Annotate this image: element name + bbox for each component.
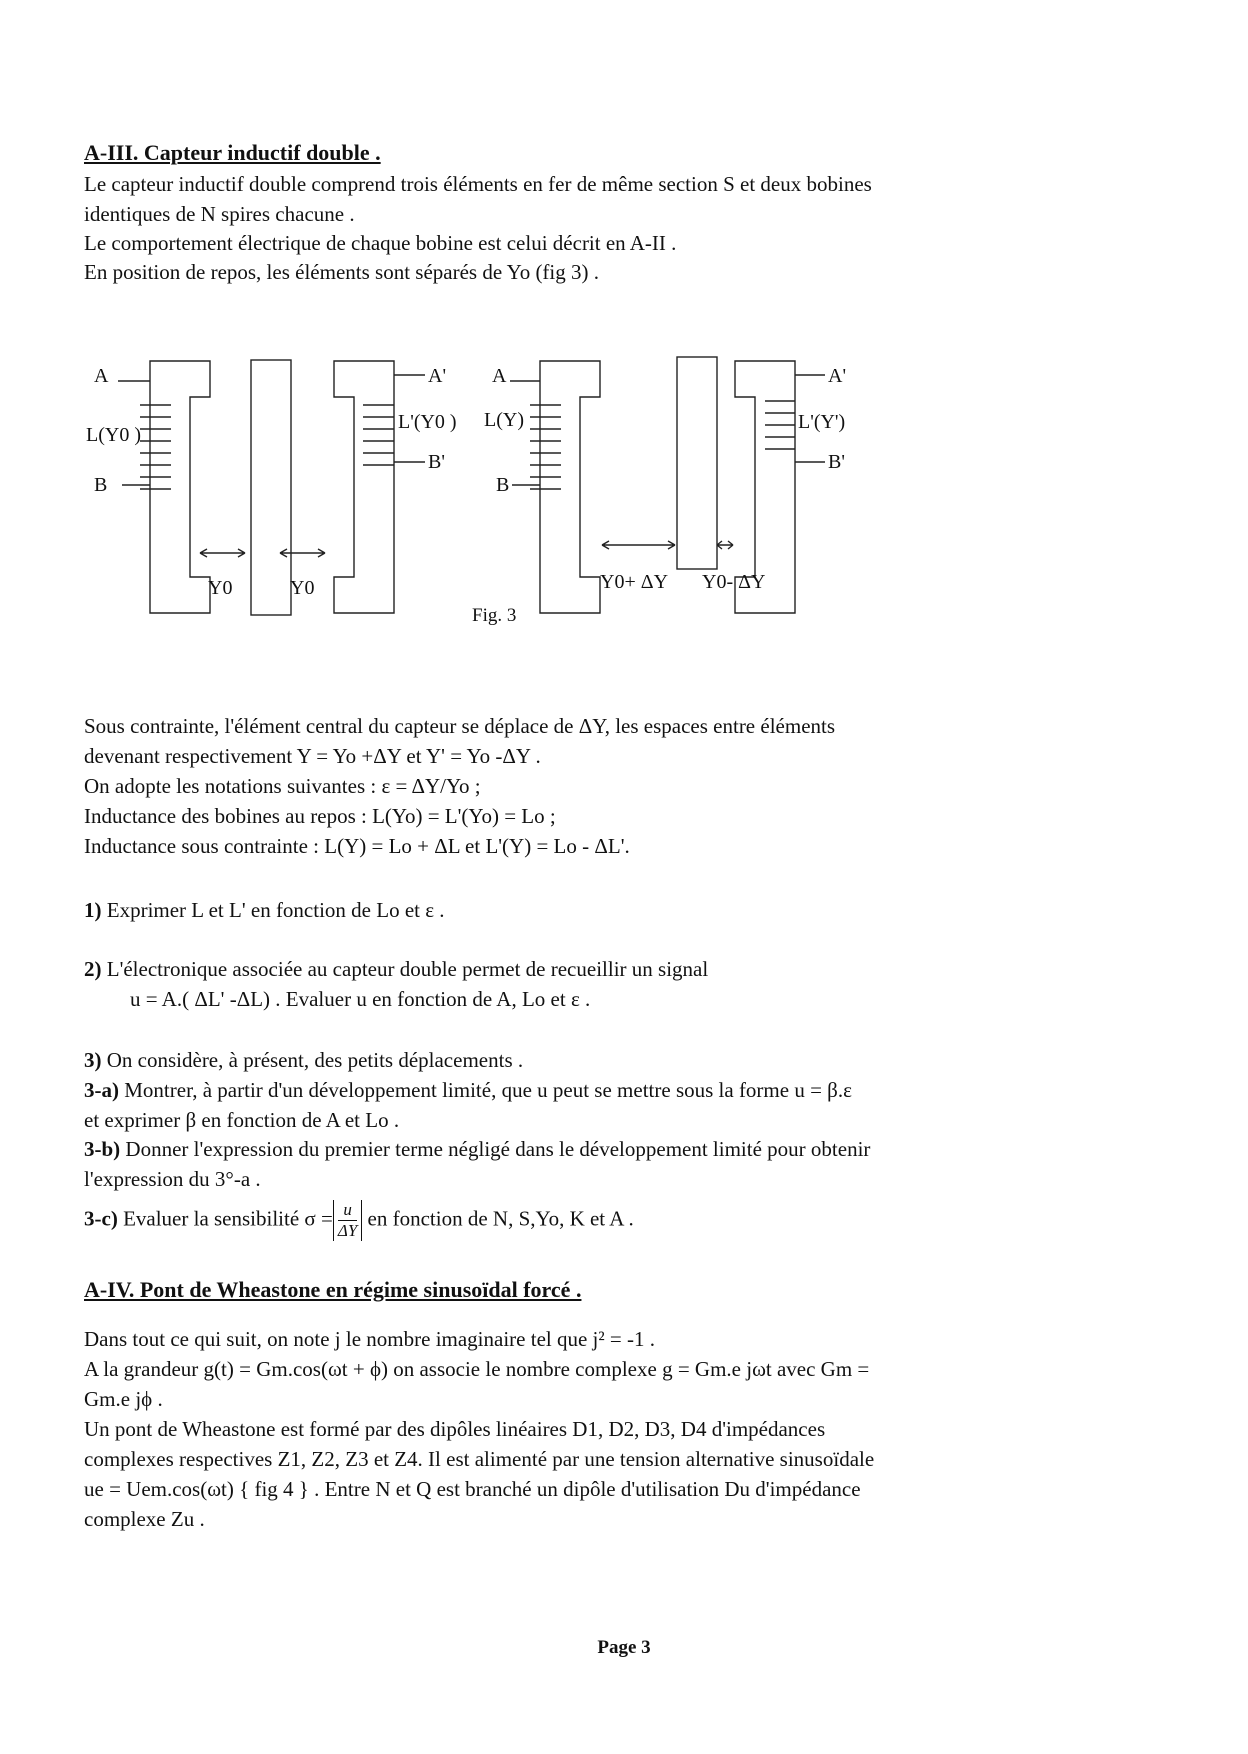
figure-caption: Fig. 3 bbox=[472, 605, 517, 626]
paragraph-line: Le capteur inductif double comprend trois éléments en fer de même section S et deux bobines bbox=[84, 172, 872, 196]
question-3c bbox=[84, 1200, 634, 1241]
question-number: 1) bbox=[84, 898, 102, 922]
paragraph-line: Inductance des bobines au repos : L(Yo) = L'(Yo) = Lo ; bbox=[84, 804, 556, 828]
question-text: L'électronique associée au capteur double permet de recueillir un signal bbox=[101, 957, 709, 981]
label-a-prime: A' bbox=[428, 365, 447, 387]
paragraph-line: ue = Uem.cos(ωt) { fig 4 } . Entre N et Q est branché un dipôle d'utilisation Du d'impédance bbox=[84, 1477, 861, 1501]
question-number: 2) bbox=[84, 957, 102, 981]
label-b: B bbox=[94, 474, 108, 496]
question-text: Evaluer la sensibilité σ = bbox=[117, 1206, 333, 1231]
paragraph-line: devenant respectivement Y = Yo +ΔY et Y' = Yo -ΔY . bbox=[84, 744, 541, 768]
coil-label-left: L(Y0 ) bbox=[86, 424, 141, 446]
question-text: Montrer, à partir d'un développement limité, que u peut se mettre sous la forme u = β.ε bbox=[119, 1078, 852, 1102]
label-b-prime: B' bbox=[828, 451, 845, 473]
paragraph-line: On adopte les notations suivantes : ε = ΔY/Yo ; bbox=[84, 774, 481, 798]
paragraph-line: Inductance sous contrainte : L(Y) = Lo + ΔL et L'(Y) = Lo - ΔL'. bbox=[84, 834, 630, 858]
left-core-center-element bbox=[251, 360, 291, 615]
right-core-center-element bbox=[677, 357, 717, 569]
paragraph-line: Gm.e jϕ . bbox=[84, 1387, 163, 1411]
sensitivity-fraction bbox=[333, 1200, 362, 1241]
section-heading-a3: A-III. Capteur inductif double . bbox=[84, 140, 381, 165]
paragraph-line: identiques de N spires chacune . bbox=[84, 202, 355, 226]
paragraph-line: Un pont de Wheastone est formé par des dipôles linéaires D1, D2, D3, D4 d'impédances bbox=[84, 1417, 826, 1441]
paragraph-line: Le comportement électrique de chaque bobine est celui décrit en A-II . bbox=[84, 231, 677, 255]
figure-3 bbox=[80, 345, 980, 695]
coil-label-left: L(Y) bbox=[484, 409, 524, 431]
question-text: On considère, à présent, des petits déplacements . bbox=[101, 1048, 524, 1072]
question-2-formula: u = A.( ΔL' -ΔL) . Evaluer u en fonction de A, Lo et ε . bbox=[130, 987, 591, 1011]
page-number: Page 3 bbox=[597, 1637, 651, 1658]
gap-label: Y0 bbox=[208, 577, 233, 599]
question-text: en fonction de N, S,Yo, K et A . bbox=[362, 1206, 634, 1231]
label-b: B bbox=[496, 474, 510, 496]
coil-label-right: L'(Y0 ) bbox=[398, 411, 457, 433]
question-number: 3) bbox=[84, 1048, 102, 1072]
label-a: A bbox=[94, 365, 109, 387]
left-core-left-element bbox=[150, 361, 210, 613]
question-3b-cont: l'expression du 3°-a . bbox=[84, 1167, 261, 1191]
paragraph-line: A la grandeur g(t) = Gm.cos(ωt + ϕ) on associe le nombre complexe g = Gm.e jωt avec Gm = bbox=[84, 1357, 870, 1381]
gap-label: Y0- ΔY bbox=[702, 571, 766, 593]
question-2 bbox=[84, 954, 708, 984]
fraction-denominator: ΔY bbox=[337, 1221, 358, 1240]
section-heading-a4: A-IV. Pont de Wheastone en régime sinusoïdal forcé . bbox=[84, 1277, 582, 1302]
gap-label: Y0+ ΔY bbox=[600, 571, 669, 593]
paragraph-line: complexe Zu . bbox=[84, 1507, 205, 1531]
question-number: 3-b) bbox=[84, 1137, 121, 1161]
question-3a bbox=[84, 1075, 852, 1105]
question-number: 3-c) bbox=[84, 1206, 118, 1231]
paragraph-line: Sous contrainte, l'élément central du capteur se déplace de ΔY, les espaces entre éléments bbox=[84, 714, 836, 738]
question-text: Exprimer L et L' en fonction de Lo et ε . bbox=[101, 898, 445, 922]
paragraph-line: Dans tout ce qui suit, on note j le nombre imaginaire tel que j² = -1 . bbox=[84, 1327, 656, 1351]
question-1 bbox=[84, 895, 445, 925]
question-3a-cont: et exprimer β en fonction de A et Lo . bbox=[84, 1108, 400, 1132]
gap-label: Y0 bbox=[290, 577, 315, 599]
question-3b bbox=[84, 1134, 870, 1164]
coil-label-right: L'(Y') bbox=[798, 411, 846, 433]
fraction-numerator: u bbox=[338, 1200, 357, 1221]
paragraph-line: complexes respectives Z1, Z2, Z3 et Z4. Il est alimenté par une tension alternative sinusoïdale bbox=[84, 1447, 875, 1471]
label-a: A bbox=[492, 365, 507, 387]
right-core-left-element bbox=[540, 361, 600, 613]
sensor-diagram bbox=[80, 345, 980, 695]
paragraph-line: En position de repos, les éléments sont séparés de Yo (fig 3) . bbox=[84, 260, 600, 284]
question-number: 3-a) bbox=[84, 1078, 119, 1102]
question-text: Donner l'expression du premier terme négligé dans le développement limité pour obtenir bbox=[120, 1137, 871, 1161]
label-a-prime: A' bbox=[828, 365, 847, 387]
label-b-prime: B' bbox=[428, 451, 445, 473]
question-3 bbox=[84, 1045, 523, 1075]
left-core-right-element bbox=[334, 361, 394, 613]
